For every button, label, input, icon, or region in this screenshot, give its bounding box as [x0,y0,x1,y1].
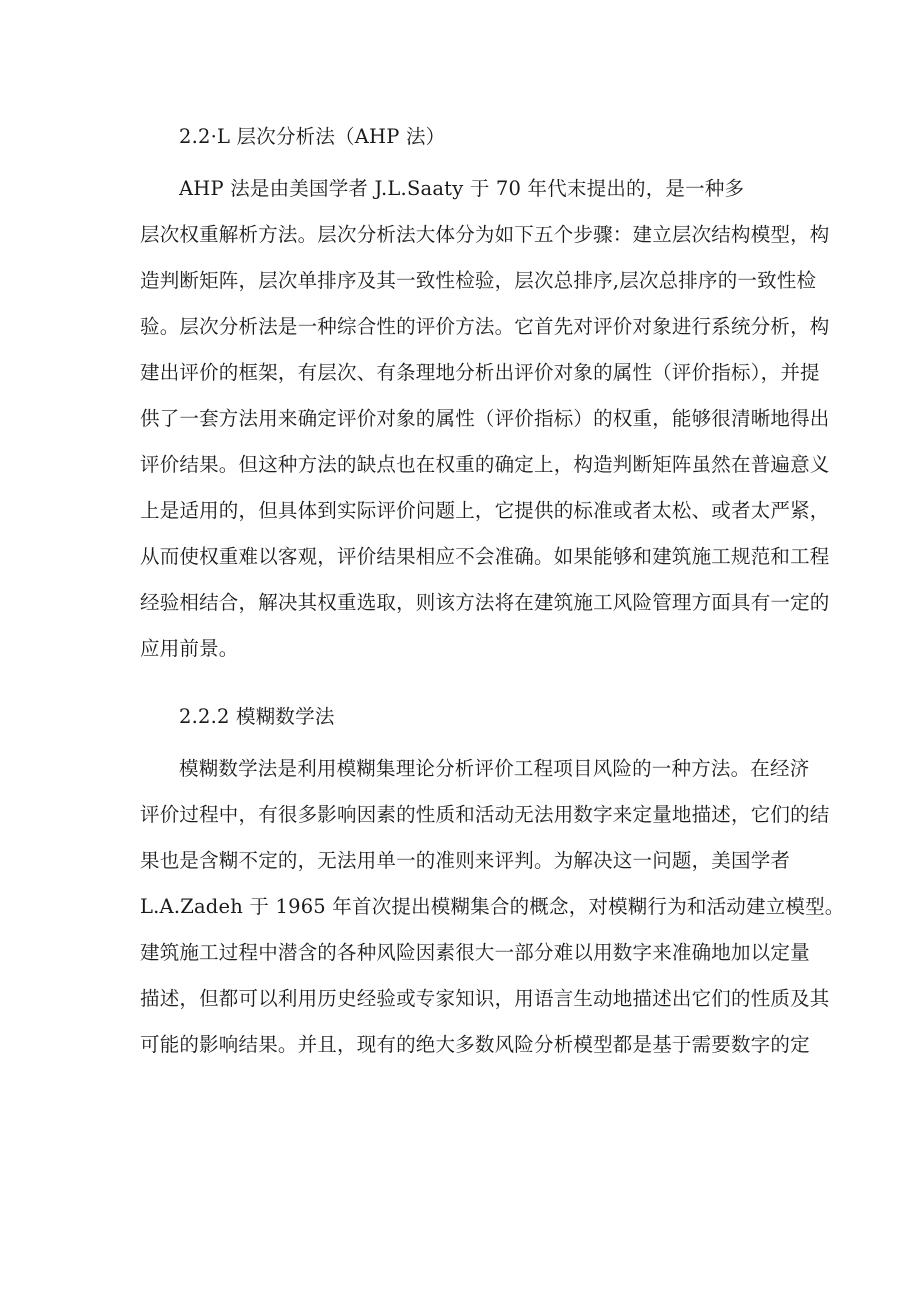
paragraph-line: 评价过程中，有很多影响因素的性质和活动无法用数字来定量地描述，它们的结 [140,803,830,826]
paragraph-line: 描述，但都可以利用历史经验或专家知识，用语言生动地描述出它们的性质及其 [140,987,830,1010]
paragraph-line: 模糊数学法是利用模糊集理论分析评价工程项目风险的一种方法。在经济 [179,757,810,780]
paragraph-line: 经验相结合，解决其权重选取，则该方法将在建筑施工风险管理方面具有一定的 [140,591,830,614]
paragraph-line: 供了一套方法用来确定评价对象的属性（评价指标）的权重，能够很清晰地得出 [140,407,830,430]
paragraph-line: 建出评价的框架，有层次、有条理地分析出评价对象的属性（评价指标），并提 [140,361,820,384]
paragraph-line: 从而使权重难以客观，评价结果相应不会准确。如果能够和建筑施工规范和工程 [140,545,830,568]
paragraph-line: 上是适用的，但具体到实际评价问题上，它提供的标准或者太松、或者太严紧， [140,499,830,522]
paragraph-line: 评价结果。但这种方法的缺点也在权重的确定上，构造判断矩阵虽然在普遍意义 [140,453,830,476]
section-heading-ahp: 2.2·L 层次分析法（AHP 法） [179,125,446,148]
section-heading-fuzzy: 2.2.2 模糊数学法 [179,705,335,728]
paragraph-line: 建筑施工过程中潜含的各种风险因素很大一部分难以用数字来准确地加以定量 [140,941,810,964]
paragraph-line: 造判断矩阵，层次单排序及其一致性检验，层次总排序,层次总排序的一致性检 [140,269,817,292]
paragraph-line: 验。层次分析法是一种综合性的评价方法。它首先对评价对象进行系统分析，构 [140,315,830,338]
paragraph-line: 果也是含糊不定的，无法用单一的准则来评判。为解决这一问题，美国学者 [140,849,791,872]
paragraph-line: L.A.Zadeh 于 1965 年首次提出模糊集合的概念，对模糊行为和活动建立模型。 [140,895,845,918]
paragraph-line: 可能的影响结果。并且，现有的绝大多数风险分析模型都是基于需要数字的定 [140,1033,810,1056]
paragraph-line: AHP 法是由美国学者 J.L.Saaty 于 70 年代末提出的，是一种多 [179,177,745,200]
paragraph-line: 应用前景。 [140,637,239,660]
paragraph-line: 层次权重解析方法。层次分析法大体分为如下五个步骤：建立层次结构模型，构 [140,223,830,246]
